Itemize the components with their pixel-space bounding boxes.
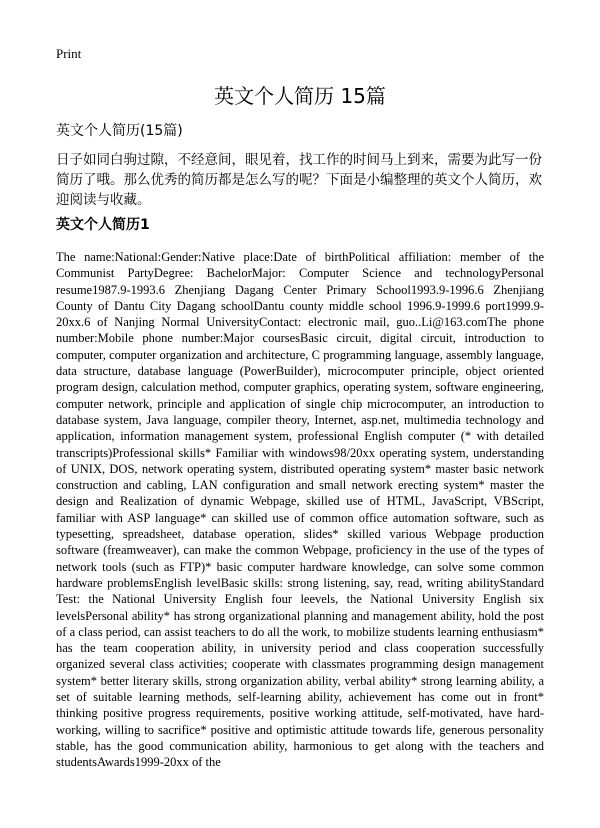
resume-body-text: The name:National:Gender:Native place:Date of birthPolitical affiliation: member of the Communist PartyDegree: BachelorMajor: Computer Science and technologyPersonal resume1987.9-1993.6 Zhenjiang Dagang Center Primary School1993.9-1996.6 Zhenjiang County of Dantu City Dagang schoolDantu county middle school 1996.9-1999.6 port1999.9-20xx.6 of Nanjing Normal UniversityContact: electronic mail, guo..Li@163.comThe phone number:Mobile phone number:Major coursesBasic circuit, digital circuit, introduction to computer, computer organization and architecture, C programming language, assembly language, data structure, database language (PowerBuilder), microcomputer principle, object oriented program design, calculation method, computer graphics, operating system, software engineering, computer network, principle and application of single chip microcomputer, an introduction to database system, Java language, compiler theory, Internet, asp.net, multimedia technology and application, information management system, professional English computer (* with detailed transcripts)Professional skills* Familiar with windows98/20xx operating system, understanding of UNIX, DOS, network operating system, distributed operating system* master basic network construction and cabling, LAN configuration and small network erecting system* master the design and Realization of dynamic Webpage, skilled use of HTML, JavaScript, VBScript, familiar with ASP language* can skilled use of common office automation software, such as typesetting, spreadsheet, database operation, slides* skilled various Webpage production software (freamweaver), can make the common Webpage, proficiency in the use of the types of network tools (such as FTP)* basic computer hardware knowledge, can solve some common hardware problemsEnglish levelBasic skills: strong listening, say, read, writing abilityStandard Test: the National University English four leevels, the National University English six levelsPersonal ability* has strong organizational planning and management ability, hold the post of a class period, can assist teachers to do all the work, to mobilize students learning enthusiasm* has the team cooperation ability, in university period and class cooperation successfully organized several class activities; cooperate with classmates programming design management system* better literary skills, strong organization ability, verbal ability* strong learning ability, a set of suitable learning methods, self-learning ability, achievement has come out in front* thinking positive progress requirements, positive working attitude, self-motivated, have hard-working, willing to sacrifice* positive and optimistic attitude towards life, generous personality stable, has the good communication ability, harmonious to get along with the teachers and studentsAwards1999-20xx of the <box>56 250 544 770</box>
document-subtitle: 英文个人简历(15篇) <box>56 123 183 139</box>
print-link[interactable]: Print <box>56 46 82 61</box>
intro-paragraph: 日子如同白驹过隙，不经意间，眼见着，找工作的时间马上到来，需要为此写一份简历了哦。那么优秀的简历都是怎么写的呢？下面是小编整理的英文个人简历，欢迎阅读与收藏。 <box>56 152 542 208</box>
document-title: 英文个人简历 15篇 <box>214 84 386 108</box>
section-heading: 英文个人简历1 <box>56 217 150 233</box>
